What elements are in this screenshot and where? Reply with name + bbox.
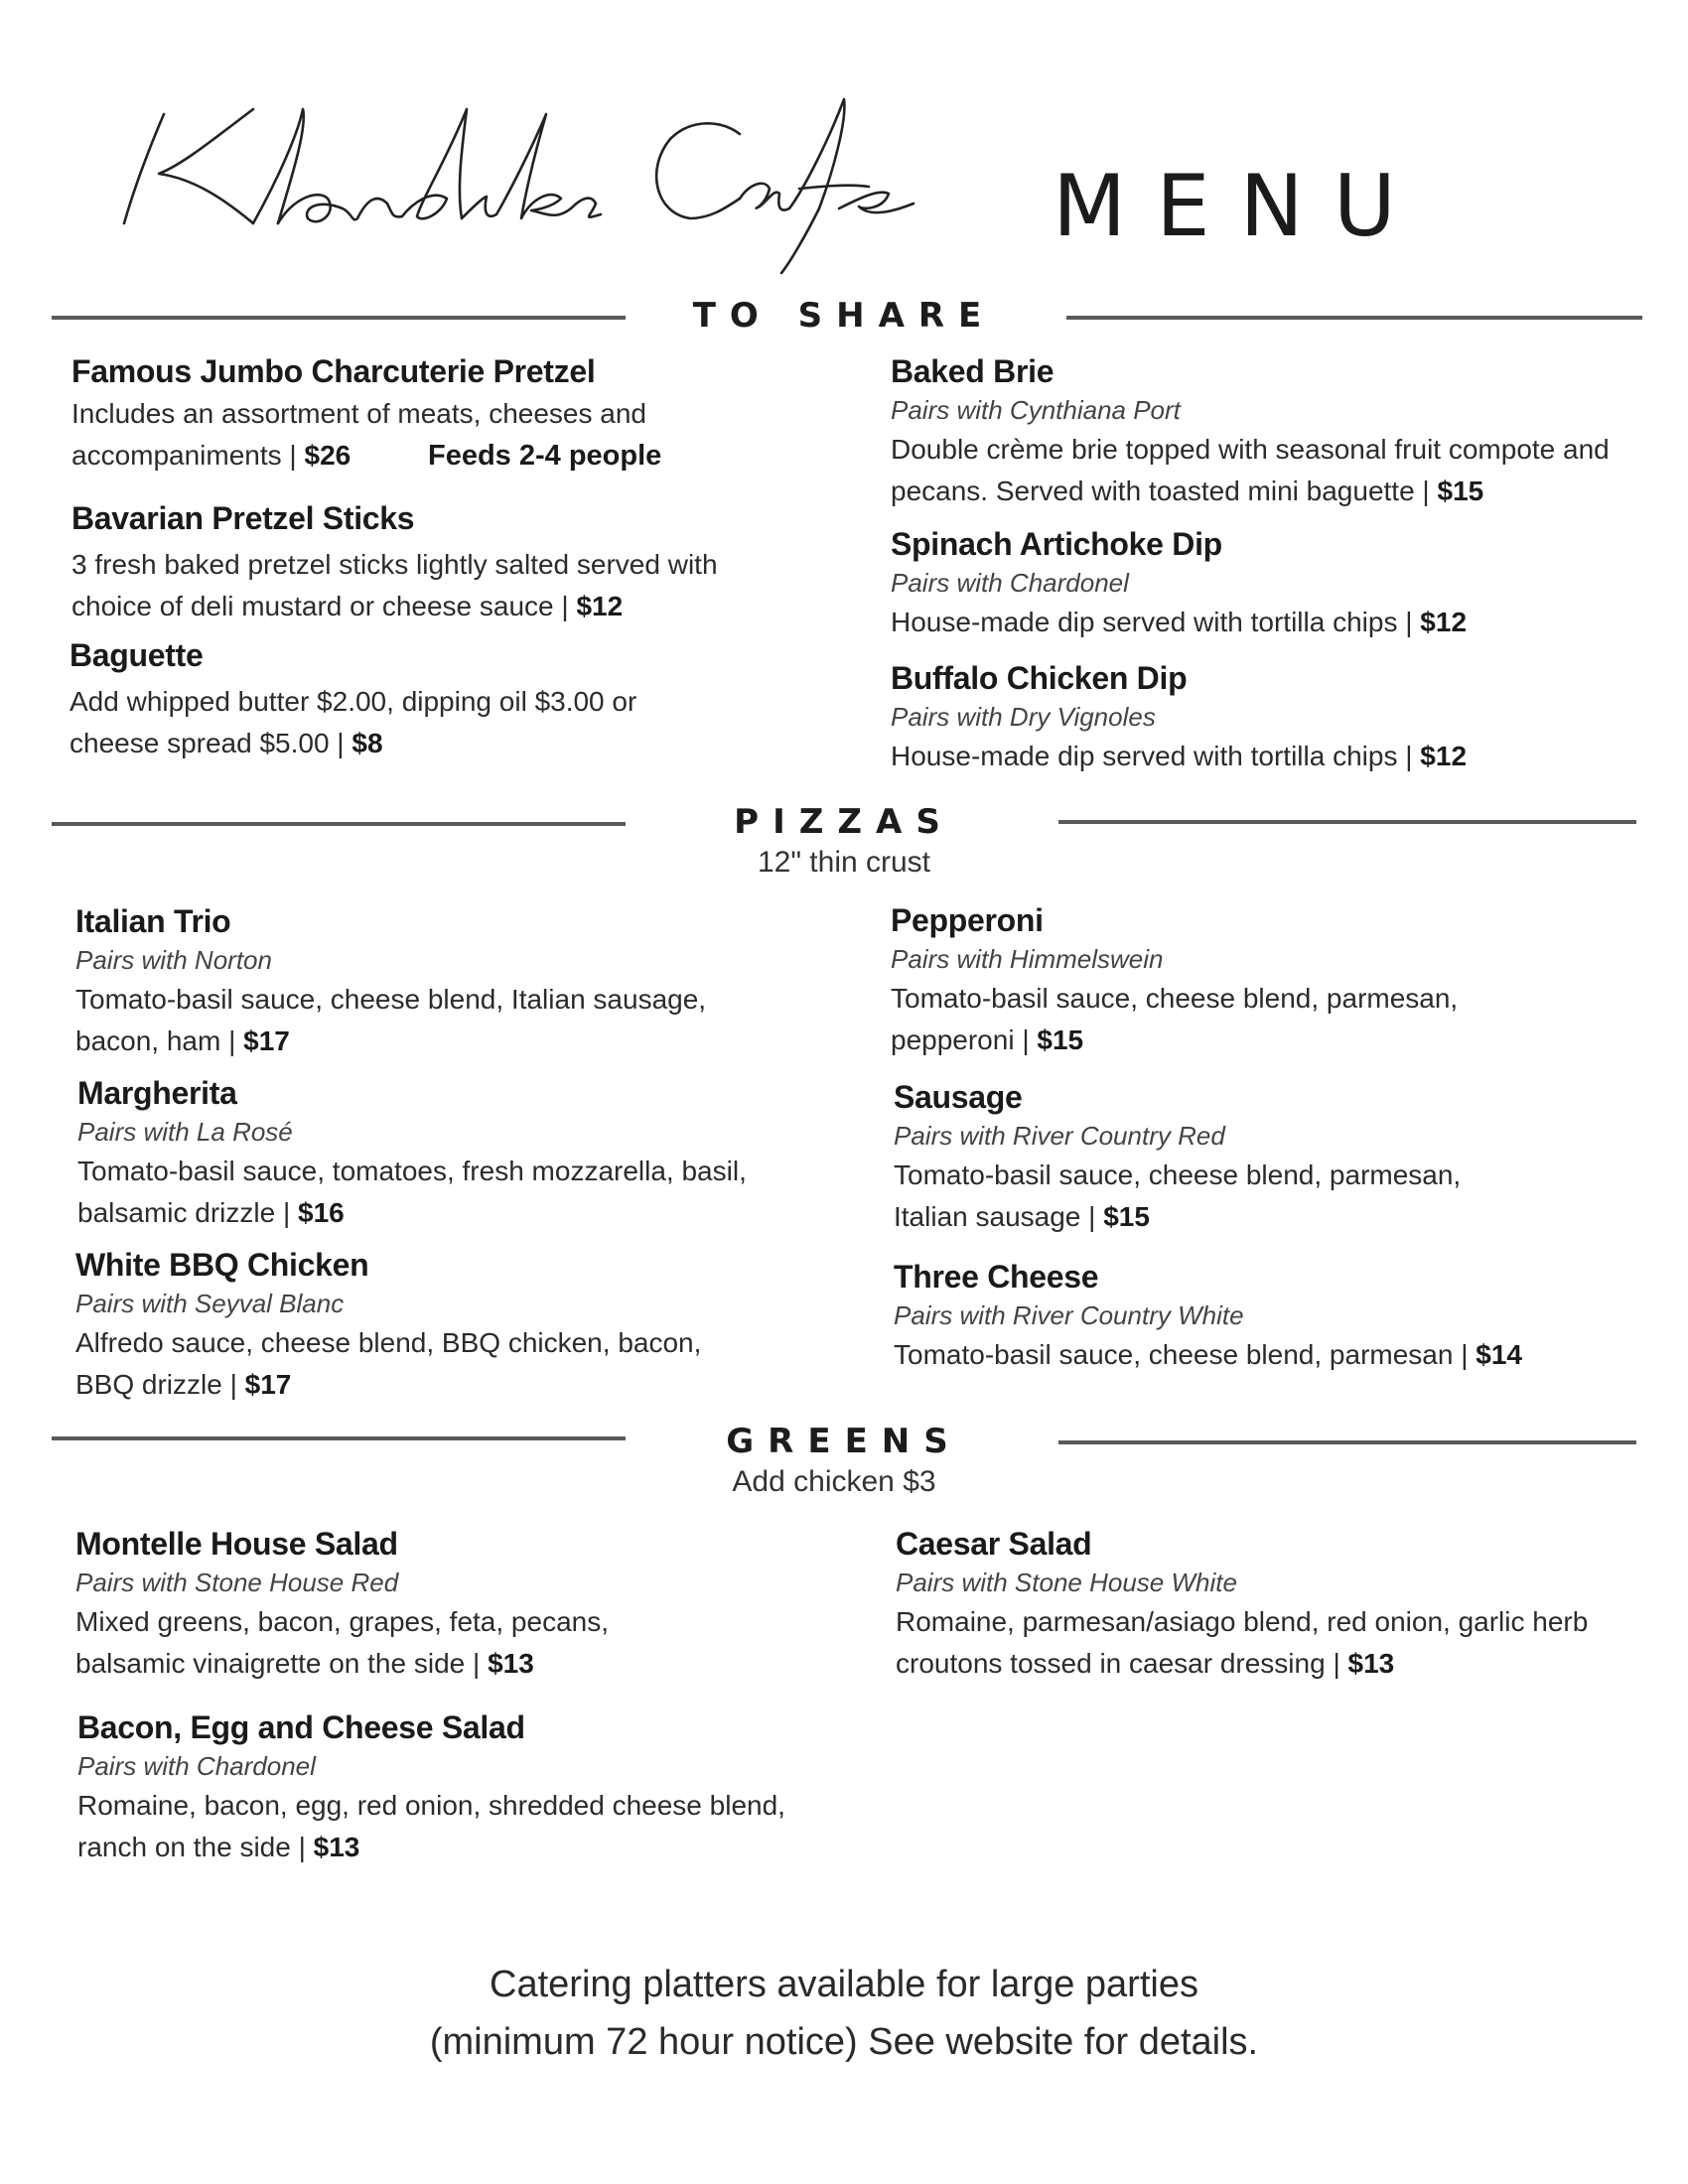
item-price: $14 <box>1476 1339 1522 1370</box>
wine-pairing: Pairs with Himmelswein <box>891 944 1164 974</box>
cafe-logo-script <box>104 40 978 278</box>
item-name: Spinach Artichoke Dip <box>891 526 1222 562</box>
item-price: $26 <box>304 440 352 471</box>
menu-title: MENU <box>1053 157 1426 256</box>
wine-pairing: Pairs with Chardonel <box>77 1751 316 1781</box>
wine-pairing: Pairs with Chardonel <box>891 568 1129 598</box>
item-price: $12 <box>1420 607 1468 637</box>
item-description: Double crème brie topped with seasonal fruit compote and pecans. Served with toasted mini baguette | $15 <box>891 434 1610 506</box>
item-price: $17 <box>244 1369 292 1400</box>
wine-pairing: Pairs with Stone House White <box>896 1568 1237 1597</box>
section-title-to-share: TO SHARE <box>692 296 996 336</box>
wine-pairing: Pairs with Seyval Blanc <box>75 1289 345 1318</box>
menu-item <box>891 524 1625 643</box>
item-description: Tomato-basil sauce, cheese blend, parmesan, pepperoni | $15 <box>891 983 1459 1055</box>
catering-note <box>0 1956 1688 2071</box>
item-name: Baked Brie <box>891 353 1055 389</box>
wine-pairing: Pairs with La Rosé <box>77 1117 293 1147</box>
wine-pairing: Pairs with Cynthiana Port <box>891 395 1181 425</box>
menu-item <box>75 901 771 1062</box>
section-subtitle: 12" thin crust <box>757 846 931 879</box>
section-divider <box>52 1436 626 1440</box>
wine-pairing: Pairs with Norton <box>75 945 272 975</box>
item-name: Famous Jumbo Charcuterie Pretzel <box>71 353 596 389</box>
catering-line-2: (minimum 72 hour notice) See website for details. <box>429 2021 1259 2063</box>
item-name: Margherita <box>77 1075 237 1111</box>
item-description: Tomato-basil sauce, cheese blend, Italian sausage, bacon, ham | $17 <box>75 984 707 1056</box>
item-price: $15 <box>1103 1201 1150 1232</box>
item-description: Includes an assortment of meats, cheeses and accompaniments | $26 Feeds 2-4 people <box>71 398 662 472</box>
menu-item <box>894 1077 1489 1238</box>
item-price: $13 <box>488 1648 534 1679</box>
section-divider <box>52 822 626 826</box>
item-name: Buffalo Chicken Dip <box>891 660 1188 696</box>
item-name: White BBQ Chicken <box>75 1247 369 1283</box>
menu-item <box>891 658 1625 777</box>
menu-item <box>896 1524 1630 1685</box>
item-name: Bavarian Pretzel Sticks <box>71 500 415 536</box>
item-description: Alfredo sauce, cheese blend, BBQ chicken, bacon, BBQ drizzle | $17 <box>75 1327 702 1400</box>
item-name: Baguette <box>70 637 204 673</box>
item-description: Add whipped butter $2.00, dipping oil $3.00 or cheese spread $5.00 | $8 <box>70 686 637 758</box>
item-price: $17 <box>243 1025 290 1056</box>
menu-item <box>77 1073 753 1234</box>
menu-item <box>77 1707 812 1868</box>
menu-item <box>70 635 715 764</box>
menu-item <box>71 351 767 477</box>
item-description: Tomato-basil sauce, tomatoes, fresh mozzarella, basil, balsamic drizzle | $16 <box>77 1156 747 1228</box>
item-description: House-made dip served with tortilla chips | $12 <box>891 741 1468 771</box>
item-price: $13 <box>1347 1648 1395 1679</box>
section-divider <box>52 316 626 320</box>
item-description: Tomato-basil sauce, cheese blend, parmesan | $14 <box>894 1339 1522 1370</box>
menu-item <box>75 1245 751 1406</box>
section-subtitle: Add chicken $3 <box>732 1465 936 1498</box>
catering-line-1: Catering platters available for large parties <box>490 1964 1198 2005</box>
wine-pairing: Pairs with Dry Vignoles <box>891 702 1156 732</box>
item-price: $16 <box>298 1197 345 1228</box>
menu-item <box>894 1257 1628 1376</box>
wine-pairing: Pairs with River Country White <box>894 1300 1244 1330</box>
item-name: Bacon, Egg and Cheese Salad <box>77 1709 525 1745</box>
item-price: $12 <box>1420 741 1468 771</box>
item-description: Tomato-basil sauce, cheese blend, parmesan, Italian sausage | $15 <box>894 1160 1462 1232</box>
item-description: Romaine, bacon, egg, red onion, shredded cheese blend, ranch on the side | $13 <box>77 1790 785 1862</box>
section-divider <box>1058 820 1636 824</box>
menu-item <box>71 498 767 627</box>
wine-pairing: Pairs with River Country Red <box>894 1121 1225 1151</box>
item-name: Montelle House Salad <box>75 1526 398 1562</box>
cafe-logo <box>104 40 978 278</box>
menu-item <box>891 900 1486 1061</box>
menu-item <box>891 351 1625 512</box>
item-name: Three Cheese <box>894 1259 1099 1295</box>
item-description: House-made dip served with tortilla chips | $12 <box>891 607 1468 637</box>
section-title-greens: GREENS <box>726 1422 962 1461</box>
item-name: Sausage <box>894 1079 1023 1115</box>
menu-item <box>75 1524 771 1685</box>
item-description: Romaine, parmesan/asiago blend, red onion, garlic herb croutons tossed in caesar dressing | $13 <box>896 1606 1589 1679</box>
wine-pairing: Pairs with Stone House Red <box>75 1568 399 1597</box>
item-name: Italian Trio <box>75 903 231 939</box>
item-price: $13 <box>313 1832 360 1862</box>
item-name: Pepperoni <box>891 902 1044 938</box>
item-price: $15 <box>1437 476 1484 506</box>
item-description: 3 fresh baked pretzel sticks lightly salted served with choice of deli mustard or cheese sauce | $12 <box>71 549 718 621</box>
section-divider <box>1058 1440 1636 1444</box>
section-divider <box>1066 316 1642 320</box>
item-description: Mixed greens, bacon, grapes, feta, pecans, balsamic vinaigrette on the side | $13 <box>75 1606 609 1679</box>
item-price: $8 <box>352 728 383 758</box>
item-name: Caesar Salad <box>896 1526 1092 1562</box>
item-price: $15 <box>1037 1024 1084 1055</box>
section-title-pizzas: PIZZAS <box>734 802 954 842</box>
serving-note: Feeds 2-4 people <box>428 440 662 472</box>
item-price: $12 <box>576 591 624 621</box>
